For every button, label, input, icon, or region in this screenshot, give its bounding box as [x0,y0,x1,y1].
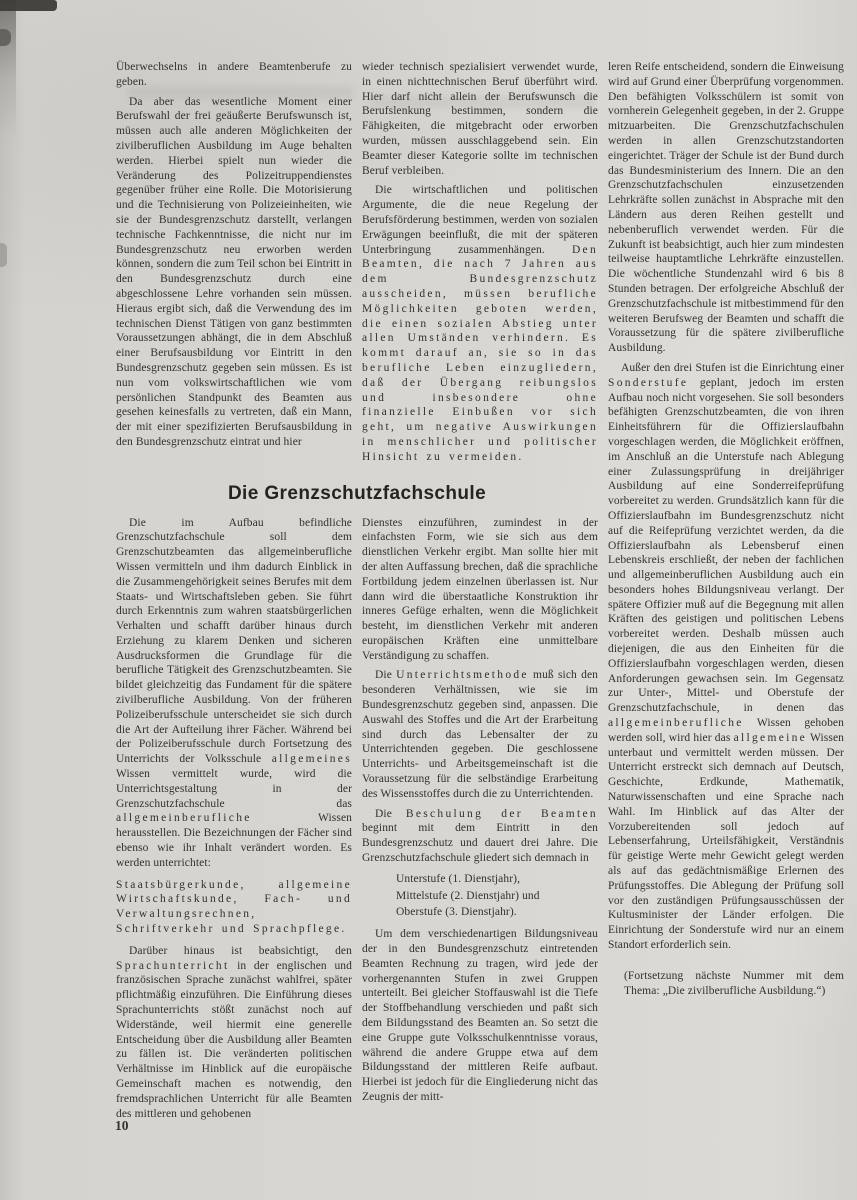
paragraph: Überwechselns in andere Beamtenberufe zu geben. [116,61,352,88]
columns-above-heading [116,60,598,470]
left-two-column-zone [116,60,598,1126]
column-2-bottom [362,516,598,1110]
column-3 [608,60,844,1126]
column-2-top [362,60,598,470]
paragraph: Dienstes einzuführen, zumindest in der einfachsten Form, wie sie sich aus dem dienstlichen Verkehr ergibt. Man sollte hier mit der alten Auffassung brechen, daß die sprachliche Fortbildung jedem einzelnen überlassen ist. Nur dann wird die überstaatliche Konstruktion ihr inneres Gefüge erhalten, wenn die Möglichkeit besteht, im dienstlichen Verkehr mit anderen europäischen Kräften eine unmittelbare Verständigung zu schaffen. [362,516,598,662]
section-heading: Die Grenzschutzfachschule [227,482,487,504]
paragraph: leren Reife entscheidend, sondern die Einweisung wird auf Grund einer Überprüfung vorgenommen. Den befähigten Volksschülern ist somit von vornherein Gelegenheit gegeben, in der 2. Gruppe mitzuarbeiten. Die Grenzschutzfachschulen werden in allen Grenzschutzstandorten eingerichtet. Träger der Schule ist der Bund durch das Bundesministerium des Innern. Die an den Grenzschutzfachschulen einzusetzenden Lehrkräfte sollen zunächst in Absprache mit den Ländern aus deren Reihen gestellt und nebenberuflich verwendet werden. Für die Zukunft ist beabsichtigt, auch hier zum mindesten teilweise hauptamtliche Lehrkräfte einzustellen. Die wöchentliche Stundenzahl wird 6 bis 8 Stunden betragen. Der erfolgreiche Abschluß der Grenzschutzfachschule ist mitbestimmend für den weiteren Berufsweg der Beamten und schafft die Voraussetzung für die spätere zivilberufliche Ausbildung. [608,61,844,355]
paragraph: Darüber hinaus ist beabsichtigt, den Sprachunterricht in der englischen und französischen Sprache zunächst wahlfrei, später pflichtmäßig einzuführen. Die Einführung dieses Sprachunterrichts stößt zunächst noch auf Widerstände, weil hiermit eine generelle Entscheidung über die Ausbildung aller Beamten zu fällen ist. Die veränderten politischen Verhältnisse im Hinblick auf die europäische Gemeinschaft machen es notwendig, den fremdsprachlichen Unterricht für alle Beamten des mittleren und gehobenen [116,944,352,1120]
paragraph: Oberstufe (3. Dienstjahr). [396,906,517,919]
paragraph: Da aber das wesentliche Moment einer Berufswahl der frei geäußerte Berufswunsch ist, müssen auch alle anderen Möglichkeiten der zivilberuflichen Ausbildung im Auge behalten werden. Hierbei spielt nun wieder die Veränderung des Polizeitruppendienstes gegenüber früher eine Rolle. Die Motorisierung und die Technisierung von Polizeieinheiten, wie sie der Bundesgrenzschutz darstellt, verlangen technische Fachkenntnisse, die nicht nur im Bundesgrenzschutz neu erworben werden können, sondern die zum Teil schon bei Eintritt in den Bundesgrenzschutz durch eine abgeschlossene Lehre vorhanden sein müssen. Hieraus ergibt sich, daß die Verwendung des im technischen Dienst Tätigen von ganz bestimmten Voraussetzungen abhängt, die in dem Abschluß einer Berufsausbildung vor Eintritt in den Bundesgrenzschutz gegeben sein müssen. Es ist nun vom volkswirtschaftlichen wie vom persönlichen Standpunkt des Beamten aus gesehen keinesfalls zu vertreten, daß ein Mann, der mit einer spezifizierten Berufsausbildung in den Bundesgrenzschutz eintrat und hier [116,95,352,448]
scan-artifact [0,0,16,140]
paragraph: Unterstufe (1. Dienstjahr), [396,872,521,885]
page-content [116,60,844,1126]
columns-below-heading [116,516,598,1127]
paragraph: (Fortsetzung nächste Nummer mit dem Thema: „Die zivilberufliche Ausbildung.“) [624,969,844,997]
paragraph: Um dem verschiedenartigen Bildungsniveau der in den Bundesgrenzschutz eintretenden Beamten Rechnung zu tragen, wird jede der vorhergenannten Stufen in zwei Gruppen unterteilt. Bei gleicher Stoffauswahl ist die Tiefe der Stoffbehandlung verschieden und paßt sich dem Bildungsstand des Beamten an. So setzt die eine Gruppe gute Volksschulkenntnisse voraus, während die andere Gruppe etwa auf dem Bildungsstand der mittleren Reife aufbaut. Hierbei ist jedoch für die Eingliederung nicht das Zeugnis der mitt- [362,928,598,1103]
paragraph: Außer den drei Stufen ist die Einrichtung einer Sonderstufe geplant, jedoch im ersten Aufbau noch nicht vorgesehen. Sie soll besonders befähigten Grenzschutzbeamten, die von ihren Einheitsführern für die Offizierslaufbahn vorgeschlagen werden, die Möglichkeit eröffnen, im Anschluß an die Unterstufe nach Ablegung einer Zulassungsprüfung in dreijähriger Ausbildung auf eine Sonderreifeprüfung vorbereitet zu werden. Grundsätzlich kann für die Offizierslaufbahn im Bundesgrenzschutz nicht auf die Reifeprüfung verzichtet werden, da die Offizierslaufbahn als Lebensberuf einen Lebenskreis erschließt, der neben der fachlichen und allgemeinberuflichen Ausbildung auch ein besonders hohes Bildungsniveau verlangt. Der spätere Offizier muß auf die Begegnung mit allen Kräften des geistigen und politischen Lebens vorbereitet werden. Deshalb müssen auch diejenigen, die aus den Einheiten für die Offizierslaufbahn vorgeschlagen werden, diesen Anforderungen gewachsen sein. Im Gegensatz zur Unter-, Mittel- und Oberstufe der Grenzschutzfachschule, in denen das allgemeinberufliche Wissen gehoben werden soll, wird hier das allgemeine Wissen unterbaut und vermittelt werden müssen. Der Unterricht erstreckt sich demnach auf Deutsch, Geschichte, Erdkunde, Mathematik, Naturwissenschaften und eine Sprache nach Wahl. Im Hinblick auf das Alter der Vorzubereitenden soll jedoch auf Lebenserfahrung, Urteilsfähigkeit, Verständnis für geistige Werte mehr Gewicht gelegt werden als auf das gedächtnismäßige Erlernen des Prüfungsstoffes. Die Ablegung der Prüfung soll vor den zuständigen Prüfungsausschüssen der Kultusminister der Länder erfolgen. Die Einrichtung der Sonderstufe wird nur an einem Standort erforderlich sein. [608,361,845,952]
paragraph: wieder technisch spezialisiert verwendet wurde, in einen nichttechnischen Beruf überführt wird. Hier darf nicht allein der Berufswunsch die Berufslenkung bestimmen, sondern die Fähigkeiten, die mitgebracht oder erworben wurden, müssen ausschlaggebend sein. Ein Beamter dieser Kategorie sollte im technischen Beruf verbleiben. [362,61,598,177]
paragraph: Die im Aufbau befindliche Grenzschutzfachschule soll dem Grenzschutzbeamten das allgemeinberufliche Wissen vermitteln und ihm dadurch Einblick in die Zusammengehörigkeit seines Berufes mit dem Staats- und Wirtschaftsleben geben. Sie führt durch Erkenntnis zum wahren staatsbürgerlichen Verhalten und schafft darüber hinaus durch Erziehung zu klarem Denken und sicheren Ausdrucksformen die Grundlage für die berufliche Tätigkeit des Grenzschutzbeamten. Sie bildet gleichzeitig das Fundament für die spätere zivilberufliche Ausbildung. Von der früheren Polizeiberufsschule unterscheidet sie sich durch die Art der Aufteilung ihrer Fächer. Während bei der Polizeiberufsschule durch Fortsetzung des Unterrichts der Volksschule allgemeines Wissen vermittelt wurde, wird die Unterrichtsgestaltung in der Grenzschutzfachschule das allgemeinberufliche Wissen herausstellen. Die Bezeichnungen der Fächer sind ebenso wie ihr Inhalt verändert worden. Es werden unterrichtet: [116,516,352,869]
scan-artifact [0,29,11,46]
paragraph: Die Unterrichtsmethode muß sich den besonderen Verhältnissen, wie sie im Bundesgrenzschutz gegeben sind, anpassen. Die Auswahl des Stoffes und die Art der Erarbeitung sind durch das Lebensalter der zu Unterrichtenden gegeben. Die geschlossene Unterrichts- und Arbeitsgemeinschaft ist die Voraussetzung für die selbständige Erarbeitung des Wissensstoffes durch die zu Unterrichtenden. [362,669,598,800]
page-number: 10 [115,1118,129,1133]
paragraph: Die Beschulung der Beamten beginnt mit dem Eintritt in den Bundesgrenzschutz und dauert drei Jahre. Die Grenzschutzfachschule gliedert sich demnach in [362,807,598,865]
column-1-top [116,60,352,455]
paragraph: Mittelstufe (2. Dienstjahr) und [396,889,540,902]
column-1-bottom [116,516,352,1127]
paragraph: Staatsbürgerkunde, allgemeine Wirtschaftskunde, Fach- und Verwaltungsrechnen, Schriftverkehr und Sprachpflege. [116,878,352,936]
paragraph: Die wirtschaftlichen und politischen Argumente, die die neue Regelung der Berufsförderung bestimmen, werden von sozialen Erwägungen beeinflußt, die mit der späteren Unterbringung zusammenhängen. Den Beamten, die nach 7 Jahren aus dem Bundesgrenzschutz ausscheiden, müssen berufliche Möglichkeiten geboten werden, die einen sozialen Abstieg unter allen Umständen verhindern. Es kommt darauf an, sie so in das berufliche Leben einzugliedern, daß der Übergang reibungslos und insbesondere ohne finanzielle Einbußen vor sich geht, um negative Auswirkungen in menschlicher und politischer Hinsicht zu vermeiden. [362,184,598,463]
scan-artifact [0,243,7,267]
